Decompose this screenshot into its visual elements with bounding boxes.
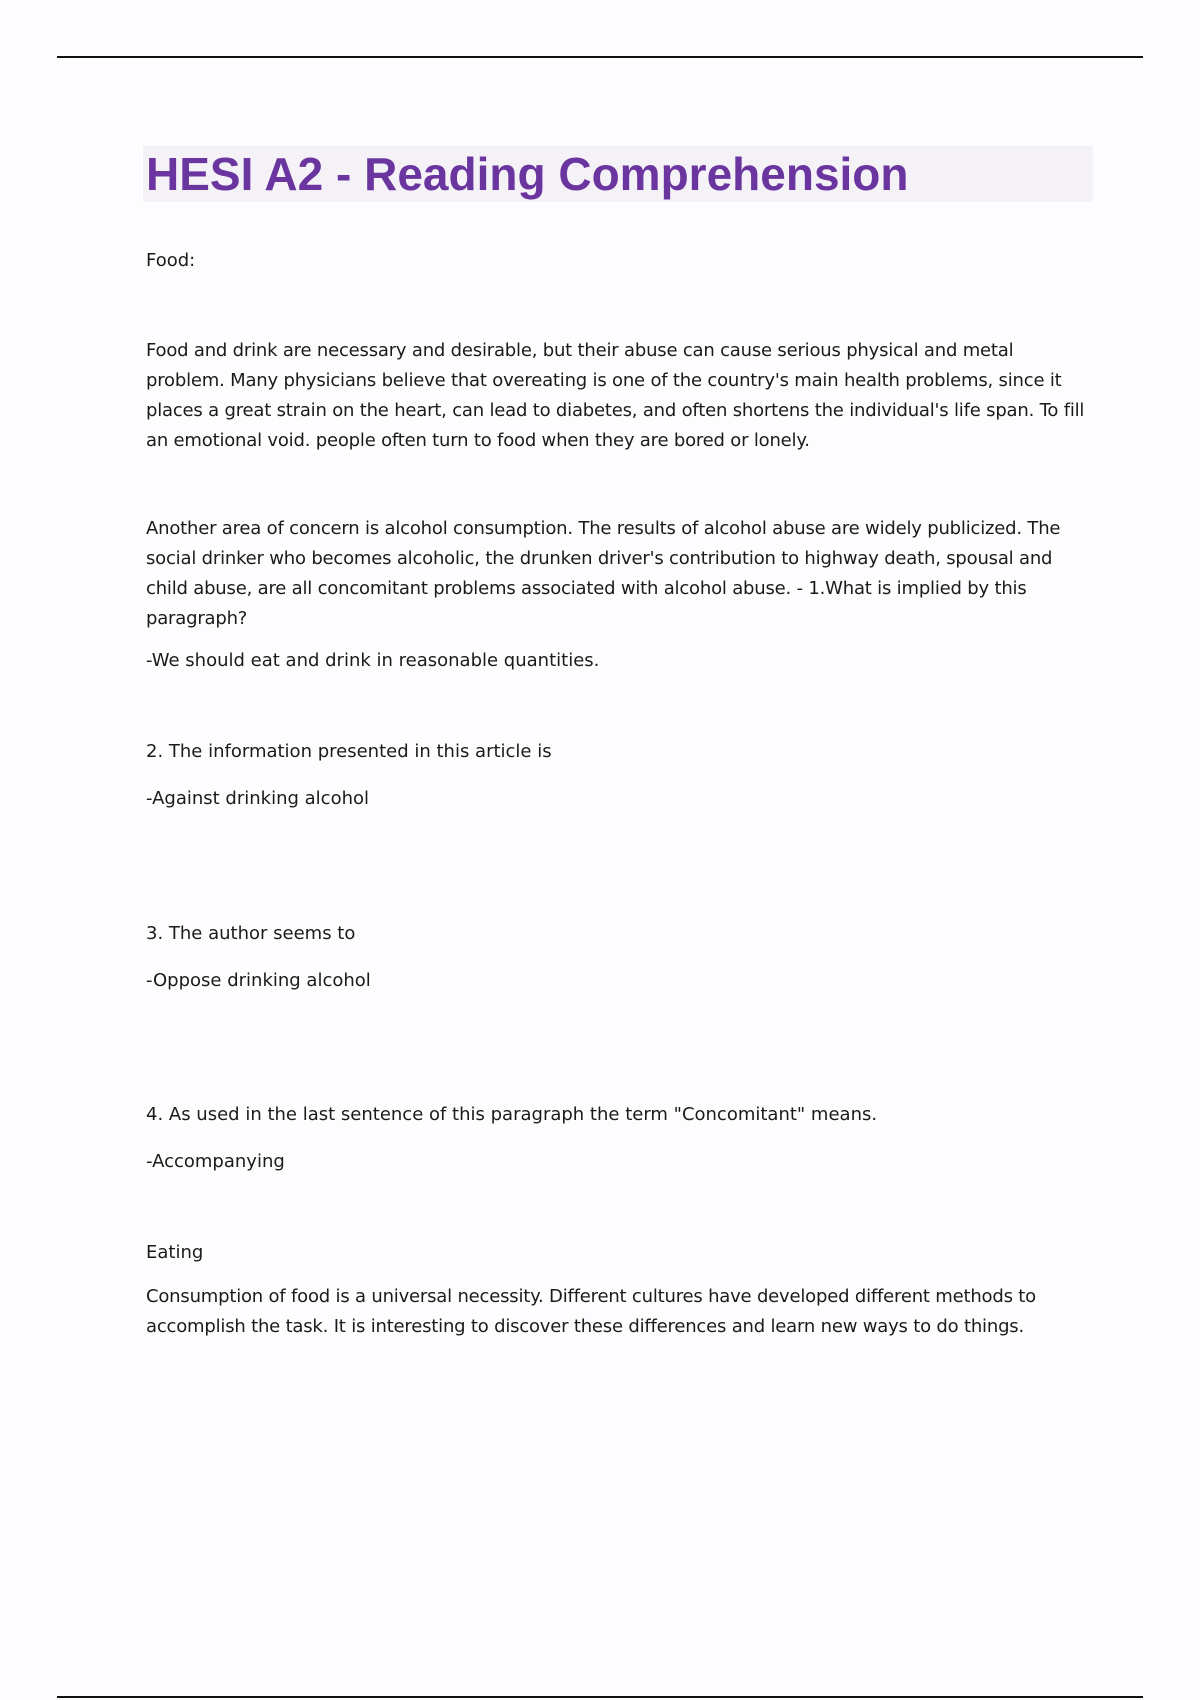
section-label-eating: Eating bbox=[146, 1242, 204, 1263]
answer-4: -Accompanying bbox=[146, 1151, 285, 1172]
paragraph-alcohol: Another area of concern is alcohol consumption. The results of alcohol abuse are widely publicized. The social drinker who becomes alcoholic, the drunken driver's contribution to highway death, spousal and child abuse, are all concomitant problems associated with alcohol abuse. - 1.What is implied by this paragraph? bbox=[146, 518, 1061, 629]
bottom-rule bbox=[57, 1696, 1143, 1698]
paragraph-eating: Consumption of food is a universal necessity. Different cultures have developed different methods to accomplish the task. It is interesting to discover these differences and learn new ways to do things. bbox=[146, 1286, 1036, 1337]
answer-2: -Against drinking alcohol bbox=[146, 788, 370, 809]
page-title: HESI A2 - Reading Comprehension bbox=[146, 148, 909, 200]
question-4: 4. As used in the last sentence of this paragraph the term "Concomitant" means. bbox=[146, 1104, 878, 1125]
question-3: 3. The author seems to bbox=[146, 923, 356, 944]
answer-3: -Oppose drinking alcohol bbox=[146, 970, 371, 991]
section-label-food: Food: bbox=[146, 250, 196, 271]
question-2: 2. The information presented in this article is bbox=[146, 741, 552, 762]
paragraph-food: Food and drink are necessary and desirable, but their abuse can cause serious physical and metal problem. Many physicians believe that overeating is one of the country's main health problems, since it places a great strain on the heart, can lead to diabetes, and often shortens the individual's life span. To fill an emotional void. people often turn to food when they are bored or lonely. bbox=[146, 340, 1085, 451]
answer-1: -We should eat and drink in reasonable quantities. bbox=[146, 650, 600, 671]
top-rule bbox=[57, 56, 1143, 58]
